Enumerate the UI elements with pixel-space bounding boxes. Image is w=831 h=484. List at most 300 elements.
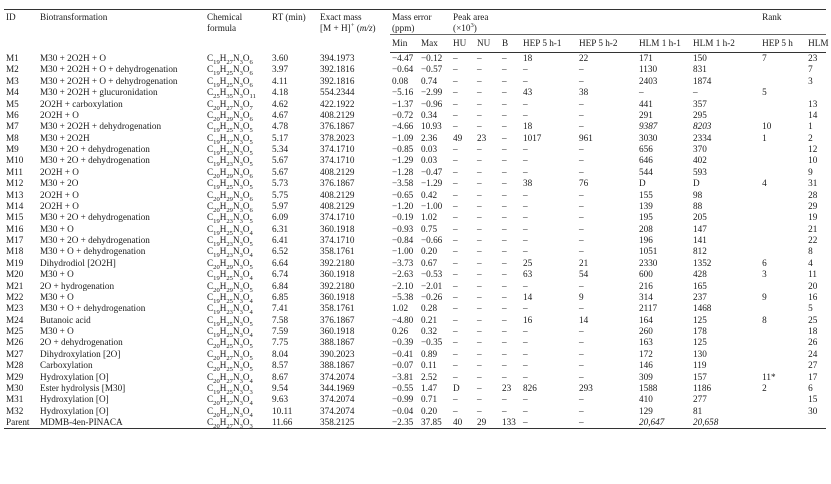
formula-count: 25 bbox=[226, 127, 233, 135]
cell-hu: – bbox=[453, 53, 458, 63]
cell-hlm-1h-1: 196 bbox=[639, 235, 653, 245]
formula-count: 3 bbox=[239, 172, 243, 180]
table-row bbox=[4, 349, 826, 360]
cell-rank-hlm bbox=[806, 87, 826, 98]
formula-count: 5 bbox=[249, 161, 253, 169]
cell-exact-mass: 408.2129 bbox=[320, 200, 355, 211]
cell-hep-5h-1: 38 bbox=[523, 178, 533, 189]
table-row bbox=[4, 178, 826, 189]
cell-rank-hlm: 10 bbox=[808, 155, 818, 166]
cell-rt: 11.66 bbox=[270, 417, 318, 429]
cell-hu: – bbox=[453, 337, 458, 348]
formula-element: O bbox=[242, 52, 250, 63]
formula-element: N bbox=[232, 98, 240, 109]
cell-rank-hep-5h bbox=[760, 144, 806, 155]
formula-count: 19 bbox=[213, 388, 220, 396]
cell-rt: 3.60 bbox=[272, 52, 289, 63]
cell-formula bbox=[205, 201, 270, 212]
cell-hep-5h-1: – bbox=[523, 166, 528, 177]
formula-count: 19 bbox=[213, 161, 220, 169]
cell-hep-5h-2: – bbox=[579, 394, 584, 405]
formula-element: O bbox=[242, 291, 250, 302]
formula-count: 3 bbox=[239, 400, 243, 408]
table-header bbox=[4, 10, 829, 53]
cell-biotransformation: M30 + O bbox=[40, 326, 74, 336]
formula-element: H bbox=[219, 257, 227, 268]
formula-element: N bbox=[232, 280, 240, 291]
cell-hu: – bbox=[453, 360, 458, 371]
cell-hlm-1h-1: 410 bbox=[639, 394, 653, 405]
formula-count: 23 bbox=[226, 252, 233, 260]
cell-exact-mass: 408.2129 bbox=[320, 166, 355, 177]
cell-nu: 23 bbox=[477, 132, 487, 143]
formula-count: 19 bbox=[213, 274, 220, 282]
cell-hep-5h-1: – bbox=[523, 64, 528, 75]
cell-nu: – bbox=[477, 314, 482, 325]
cell-biotransformation: 2O2H + O bbox=[40, 200, 79, 211]
formula-count: 5 bbox=[249, 286, 253, 294]
cell-hlm-1h-1: 216 bbox=[639, 280, 653, 291]
cell-hep-5h-2: – bbox=[579, 212, 584, 223]
cell-biotransformation: Hydroxylation [O] bbox=[40, 394, 109, 405]
cell-hlm-1h-1: 260 bbox=[639, 326, 653, 336]
cell-nu: – bbox=[477, 200, 482, 211]
cell-hlm-1h-2: 237 bbox=[693, 291, 707, 302]
formula-element: C bbox=[207, 303, 214, 314]
cell-nu: – bbox=[477, 326, 482, 336]
table-row bbox=[4, 53, 826, 65]
formula-element: H bbox=[219, 348, 227, 359]
cell-hlm-1h-1: 9387 bbox=[639, 121, 658, 132]
formula-count: 20 bbox=[213, 195, 220, 203]
cell-mass-error-min: −2.10 bbox=[392, 280, 414, 291]
formula-count: 25 bbox=[226, 183, 233, 191]
cell-rt: 6.84 bbox=[272, 280, 289, 291]
formula-element: C bbox=[207, 121, 214, 132]
cell-b: – bbox=[502, 98, 507, 109]
cell-hu: – bbox=[453, 371, 458, 382]
cell-b: – bbox=[502, 53, 507, 63]
cell-mass-error-min: −0.99 bbox=[392, 394, 414, 405]
formula-count: 19 bbox=[213, 229, 220, 237]
cell-rank-hep-5h bbox=[760, 167, 806, 178]
cell-hlm-1h-1: 146 bbox=[639, 360, 653, 371]
cell-rt: 5.67 bbox=[272, 166, 289, 177]
table-row bbox=[4, 394, 826, 405]
formula-count: 3 bbox=[239, 127, 243, 135]
formula-count: 25 bbox=[226, 388, 233, 396]
cell-hu: – bbox=[453, 405, 458, 416]
formula-count: 3 bbox=[239, 70, 243, 78]
cell-rank-hlm: 4 bbox=[808, 257, 813, 268]
cell-id: M12 bbox=[6, 178, 24, 189]
formula-element: N bbox=[232, 166, 240, 177]
cell-hu: – bbox=[453, 303, 458, 314]
cell-b: – bbox=[502, 337, 507, 348]
formula-element: C bbox=[207, 132, 214, 143]
cell-b: – bbox=[502, 75, 507, 86]
formula-count: 19 bbox=[213, 218, 220, 226]
formula-count: 20 bbox=[213, 365, 220, 373]
cell-hu: – bbox=[453, 326, 458, 336]
formula-element: H bbox=[219, 166, 227, 177]
cell-hlm-1h-2: D bbox=[693, 178, 700, 189]
cell-exact-mass: 392.2180 bbox=[320, 257, 355, 268]
formula-count: 27 bbox=[226, 377, 233, 385]
cell-formula bbox=[205, 406, 270, 417]
header-hlm-1h-1: HLM 1 h-1 bbox=[637, 35, 691, 53]
cell-mass-error-min: 0.26 bbox=[392, 326, 409, 336]
cell-hep-5h-1: – bbox=[523, 303, 528, 314]
cell-exact-mass: 360.1918 bbox=[320, 223, 355, 234]
table-row bbox=[4, 337, 826, 348]
cell-exact-mass: 390.2023 bbox=[320, 348, 355, 359]
cell-nu: – bbox=[477, 144, 482, 154]
formula-count: 11 bbox=[249, 92, 256, 100]
cell-rt: 4.62 bbox=[272, 98, 289, 109]
cell-hep-5h-2: – bbox=[579, 235, 584, 245]
formula-count: 3 bbox=[239, 297, 243, 305]
cell-mass-error-min: −0.55 bbox=[392, 382, 414, 393]
cell-rank-hlm: 12 bbox=[808, 144, 818, 154]
formula-count: 6 bbox=[249, 58, 253, 66]
formula-element: H bbox=[219, 87, 227, 98]
cell-hep-5h-1: 43 bbox=[523, 87, 533, 98]
cell-b: – bbox=[502, 326, 507, 336]
formula-count: 20 bbox=[213, 104, 220, 112]
cell-b: – bbox=[502, 348, 507, 359]
cell-hep-5h-2: – bbox=[579, 303, 584, 314]
header-hu: HU bbox=[451, 35, 475, 53]
formula-element: O bbox=[242, 189, 250, 200]
cell-nu: – bbox=[477, 223, 482, 234]
cell-id: M25 bbox=[6, 326, 24, 336]
cell-hu: – bbox=[453, 75, 458, 86]
formula-count: 5 bbox=[249, 183, 253, 191]
cell-hep-5h-1: 826 bbox=[523, 382, 537, 393]
table-row bbox=[4, 110, 826, 121]
cell-rank-hep-5h: 7 bbox=[762, 53, 767, 63]
formula-count: 19 bbox=[213, 240, 220, 248]
cell-rt: 6.31 bbox=[272, 223, 289, 234]
cell-mass-error-max: −0.53 bbox=[421, 269, 443, 280]
formula-count: 3 bbox=[239, 343, 243, 351]
formula-element: N bbox=[232, 348, 240, 359]
cell-rank-hlm: 22 bbox=[808, 235, 818, 245]
cell-nu: – bbox=[477, 360, 482, 371]
cell-hu: – bbox=[453, 189, 458, 200]
formula-element: C bbox=[207, 326, 214, 336]
cell-nu: – bbox=[477, 64, 482, 75]
formula-count: 27 bbox=[226, 354, 233, 362]
formula-element: C bbox=[207, 246, 214, 257]
cell-b: – bbox=[502, 132, 507, 143]
cell-biotransformation: 2O + dehydrogenation bbox=[40, 337, 123, 348]
formula-count: 27 bbox=[226, 411, 233, 419]
cell-exact-mass: 360.1918 bbox=[320, 291, 355, 302]
cell-rank-hlm: 18 bbox=[808, 326, 818, 336]
cell-rt: 7.75 bbox=[272, 337, 289, 348]
cell-nu: – bbox=[477, 291, 482, 302]
cell-rank-hep-5h bbox=[760, 281, 806, 292]
cell-hep-5h-1: – bbox=[523, 200, 528, 211]
formula-element: O bbox=[242, 371, 250, 382]
cell-nu: – bbox=[477, 109, 482, 120]
cell-formula bbox=[205, 326, 270, 337]
formula-count: 19 bbox=[213, 149, 220, 157]
cell-rt: 4.78 bbox=[272, 121, 289, 132]
cell-id: M21 bbox=[6, 280, 24, 291]
formula-count: 29 bbox=[226, 286, 233, 294]
cell-nu: – bbox=[477, 53, 482, 63]
formula-element: H bbox=[219, 303, 227, 314]
cell-biotransformation: M30 + 2O bbox=[40, 178, 79, 189]
formula-count: 19 bbox=[213, 309, 220, 317]
cell-rank-hep-5h bbox=[760, 76, 806, 87]
cell-b: – bbox=[502, 257, 507, 268]
cell-id: M11 bbox=[6, 166, 24, 177]
cell-hlm-1h-2: 370 bbox=[693, 144, 707, 154]
cell-hlm-1h-2: 147 bbox=[693, 223, 707, 234]
cell-mass-error-max: 0.67 bbox=[421, 257, 438, 268]
formula-element: H bbox=[219, 132, 227, 143]
cell-rank-hlm: 14 bbox=[808, 109, 818, 120]
cell-rank-hlm: 29 bbox=[808, 200, 818, 211]
cell-b: – bbox=[502, 200, 507, 211]
formula-count: 3 bbox=[239, 320, 243, 328]
formula-count: 6 bbox=[249, 206, 253, 214]
cell-nu: – bbox=[477, 246, 482, 257]
cell-hlm-1h-1: 1051 bbox=[639, 246, 658, 257]
formula-count: 19 bbox=[213, 138, 220, 146]
cell-hep-5h-2: – bbox=[579, 109, 584, 120]
cell-hlm-1h-1: 139 bbox=[639, 200, 653, 211]
cell-hu: – bbox=[453, 394, 458, 405]
cell-nu: – bbox=[477, 87, 482, 98]
cell-formula bbox=[205, 76, 270, 87]
cell-mass-error-min: −3.73 bbox=[392, 257, 414, 268]
cell-mass-error-min: −2.35 bbox=[390, 417, 419, 429]
formula-element: O bbox=[242, 326, 250, 336]
cell-mass-error-max: 10.93 bbox=[421, 121, 442, 132]
formula-element: N bbox=[232, 52, 240, 63]
cell-exact-mass: 358.1761 bbox=[320, 303, 355, 314]
formula-element: N bbox=[232, 326, 240, 336]
cell-nu: – bbox=[477, 348, 482, 359]
formula-element: H bbox=[219, 337, 227, 348]
cell-hu: – bbox=[453, 109, 458, 120]
formula-element: C bbox=[207, 314, 214, 325]
formula-element: N bbox=[232, 382, 240, 393]
cell-rank-hep-5h: 10 bbox=[762, 121, 772, 132]
formula-element: O bbox=[242, 382, 250, 393]
cell-hlm-1h-1: 2117 bbox=[639, 303, 658, 314]
cell-hep-5h-2: – bbox=[579, 337, 584, 348]
formula-count: 3 bbox=[239, 388, 243, 396]
cell-rank-hlm: 17 bbox=[808, 371, 818, 382]
cell-formula bbox=[205, 121, 270, 135]
cell-mass-error-max: 0.34 bbox=[421, 109, 438, 120]
formula-element: C bbox=[207, 75, 214, 86]
formula-count: 3 bbox=[239, 309, 243, 317]
cell-hep-5h-2: 38 bbox=[579, 87, 589, 98]
cell-b: 23 bbox=[502, 382, 512, 393]
formula-count: 27 bbox=[226, 138, 233, 146]
cell-hlm-1h-1: 314 bbox=[639, 291, 653, 302]
table-row bbox=[4, 121, 826, 132]
formula-element: C bbox=[207, 109, 214, 120]
cell-id: M2 bbox=[6, 64, 19, 75]
cell-exact-mass: 394.1973 bbox=[320, 52, 355, 63]
cell-hep-5h-2: – bbox=[579, 121, 584, 132]
formula-count: 19 bbox=[213, 81, 220, 89]
formula-count: 5 bbox=[249, 127, 253, 135]
cell-hu: – bbox=[453, 178, 458, 189]
cell-hlm-1h-1: 600 bbox=[639, 269, 653, 280]
header-rank-hlm: HLM bbox=[806, 35, 826, 53]
formula-element: O bbox=[242, 87, 250, 98]
formula-element: H bbox=[219, 155, 227, 166]
cell-b: – bbox=[502, 314, 507, 325]
cell-biotransformation: Ester hydrolysis [M30] bbox=[40, 382, 126, 393]
formula-element: O bbox=[242, 314, 250, 325]
cell-b: – bbox=[502, 166, 507, 177]
cell-b: – bbox=[502, 223, 507, 234]
formula-count: 25 bbox=[226, 343, 233, 351]
cell-hlm-1h-2: 150 bbox=[693, 53, 707, 63]
formula-count: 20 bbox=[213, 411, 220, 419]
cell-rt: 6.52 bbox=[272, 246, 289, 257]
formula-count: 25 bbox=[226, 320, 233, 328]
cell-hu: – bbox=[453, 257, 458, 268]
formula-count: 20 bbox=[213, 263, 220, 271]
cell-biotransformation: M30 + 2O + dehydrogenation bbox=[40, 235, 150, 245]
cell-hlm-1h-2: 593 bbox=[693, 166, 707, 177]
formula-element: C bbox=[207, 337, 214, 348]
cell-hep-5h-2: – bbox=[579, 189, 584, 200]
cell-mass-error-min: −0.04 bbox=[392, 405, 414, 416]
cell-biotransformation: M30 + 2O2H + O + dehydrogenation bbox=[40, 75, 178, 86]
cell-mass-error-max: 0.20 bbox=[421, 246, 438, 257]
cell-mass-error-min: −0.41 bbox=[392, 348, 414, 359]
formula-count: 6 bbox=[249, 195, 253, 203]
formula-count: 4 bbox=[249, 229, 253, 237]
cell-b: – bbox=[502, 235, 507, 245]
cell-hu: D bbox=[453, 382, 460, 393]
formula-element: O bbox=[242, 75, 250, 86]
cell-id: M9 bbox=[6, 144, 19, 154]
formula-element: O bbox=[242, 155, 250, 166]
formula-count: 3 bbox=[239, 206, 243, 214]
cell-hep-5h-2: – bbox=[579, 98, 584, 109]
formula-element: O bbox=[242, 246, 250, 257]
cell-mass-error-max: 0.21 bbox=[421, 314, 438, 325]
cell-formula bbox=[205, 144, 270, 155]
formula-element: H bbox=[219, 64, 227, 75]
formula-element: N bbox=[232, 212, 240, 223]
cell-hep-5h-1: 63 bbox=[523, 269, 533, 280]
cell-rank-hlm bbox=[806, 417, 826, 429]
table-row bbox=[4, 99, 826, 110]
formula-count: 25 bbox=[226, 365, 233, 373]
cell-hu: – bbox=[453, 223, 458, 234]
cell-b: – bbox=[502, 246, 507, 257]
cell-mass-error-max: 0.28 bbox=[421, 303, 438, 314]
formula-element: H bbox=[219, 405, 227, 416]
cell-rt: 6.41 bbox=[272, 235, 289, 245]
cell-id: M22 bbox=[6, 291, 24, 302]
cell-hep-5h-1: 18 bbox=[523, 53, 533, 63]
cell-rank-hlm: 27 bbox=[808, 360, 818, 371]
cell-mass-error-max: 0.11 bbox=[421, 360, 437, 371]
table-row bbox=[4, 258, 826, 269]
cell-hlm-1h-1: D bbox=[639, 178, 646, 189]
cell-b: – bbox=[502, 212, 507, 223]
formula-count: 25 bbox=[213, 92, 220, 100]
formula-count: 6 bbox=[249, 172, 253, 180]
cell-hep-5h-1: – bbox=[523, 75, 528, 86]
formula-count: 23 bbox=[226, 218, 233, 226]
cell-rank-hlm: 1 bbox=[808, 121, 813, 132]
cell-rank-hep-5h bbox=[760, 246, 806, 257]
table-row bbox=[4, 224, 826, 235]
formula-element: H bbox=[219, 235, 227, 245]
formula-element: O bbox=[242, 121, 250, 132]
cell-mass-error-max: −0.35 bbox=[421, 337, 443, 348]
formula-element: N bbox=[232, 144, 240, 154]
cell-hep-5h-2: – bbox=[579, 280, 584, 291]
formula-element: C bbox=[207, 371, 214, 382]
cell-hep-5h-1: – bbox=[523, 326, 528, 336]
formula-count: 3 bbox=[239, 115, 243, 123]
table-row bbox=[4, 246, 826, 257]
cell-hu: – bbox=[453, 269, 458, 280]
cell-hlm-1h-1: 172 bbox=[639, 348, 653, 359]
cell-id: M19 bbox=[6, 257, 24, 268]
cell-hlm-1h-1: 195 bbox=[639, 212, 653, 223]
cell-rt: 5.97 bbox=[272, 200, 289, 211]
cell-b: – bbox=[502, 178, 507, 189]
header-hep-5h-1: HEP 5 h-1 bbox=[521, 35, 577, 53]
cell-biotransformation: Hydroxylation [O] bbox=[40, 405, 109, 416]
cell-biotransformation: M30 + 2O2H + dehydrogenation bbox=[40, 121, 162, 132]
cell-nu: – bbox=[477, 178, 482, 189]
formula-count: 3 bbox=[239, 195, 243, 203]
formula-element: N bbox=[232, 75, 240, 86]
cell-hep-5h-1: 14 bbox=[523, 291, 533, 302]
formula-count: 4 bbox=[249, 309, 253, 317]
cell-mass-error-min: −0.85 bbox=[392, 144, 414, 154]
formula-element: O bbox=[242, 280, 250, 291]
cell-formula bbox=[205, 212, 270, 226]
cell-mass-error-min: −0.19 bbox=[392, 212, 414, 223]
cell-rank-hlm: 21 bbox=[808, 223, 818, 234]
formula-count: 19 bbox=[213, 252, 220, 260]
formula-count: 25 bbox=[226, 70, 233, 78]
cell-formula bbox=[205, 281, 270, 292]
formula-count: 19 bbox=[213, 320, 220, 328]
cell-hlm-1h-1: 441 bbox=[639, 98, 653, 109]
formula-element: H bbox=[219, 223, 227, 234]
cell-hlm-1h-2: 178 bbox=[693, 326, 707, 336]
cell-biotransformation: M30 + 2O + dehydrogenation bbox=[40, 212, 150, 223]
formula-count: 5 bbox=[249, 149, 253, 157]
cell-id: M32 bbox=[6, 405, 24, 416]
formula-element: H bbox=[219, 382, 227, 393]
cell-rank-hlm: 13 bbox=[808, 98, 818, 109]
cell-exact-mass: 388.1867 bbox=[320, 360, 355, 371]
cell-rt: 4.11 bbox=[272, 75, 288, 86]
